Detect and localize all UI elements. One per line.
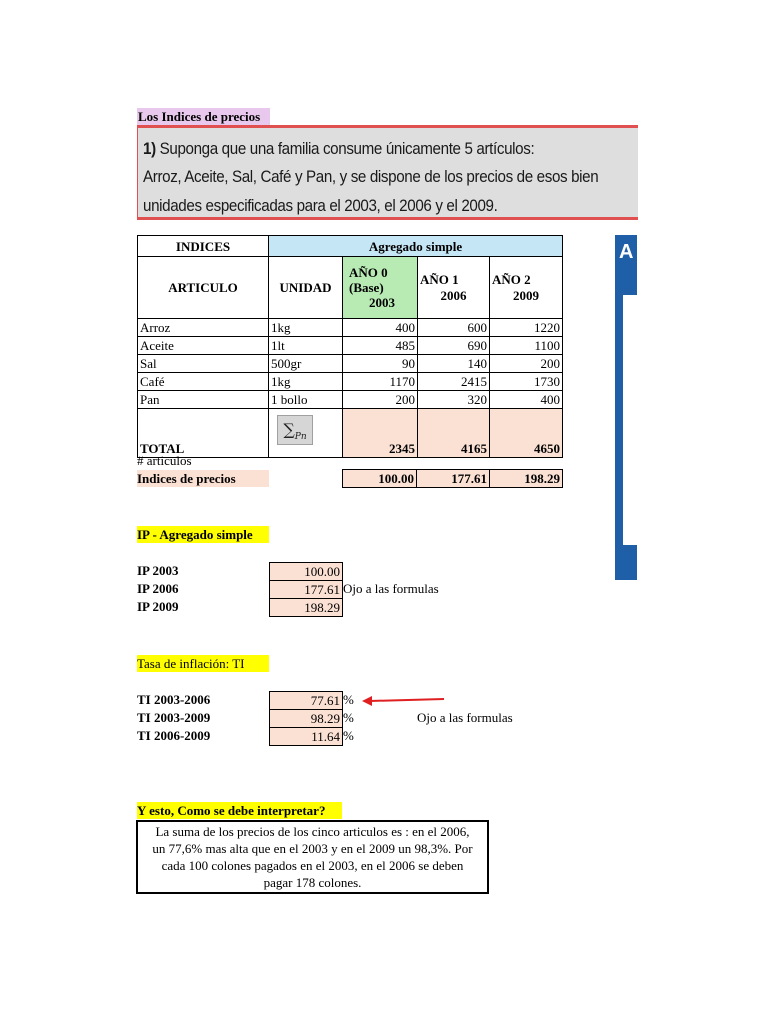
ti-value: 77.61 xyxy=(269,691,343,710)
price-cell: 485 xyxy=(343,337,418,355)
ti-label: TI 2003-2009 xyxy=(137,710,211,725)
price-cell: 600 xyxy=(418,319,490,337)
ip-note: Ojo a las formulas xyxy=(343,581,439,596)
price-cell: 90 xyxy=(343,355,418,373)
interpretation-box xyxy=(136,820,489,894)
price-cell: 1730 xyxy=(490,373,563,391)
articulo-cell: Pan xyxy=(138,391,269,409)
price-cell: 320 xyxy=(418,391,490,409)
ti-note: Ojo a las formulas xyxy=(417,710,513,725)
year1-header: AÑO 1 2006 xyxy=(418,257,490,319)
ip-value: 177.61 xyxy=(269,580,343,599)
index-cell: 198.29 xyxy=(489,469,563,488)
problem-statement xyxy=(137,125,638,220)
price-cell: 400 xyxy=(343,319,418,337)
unidad-cell: 1kg xyxy=(269,319,343,337)
price-cell: 200 xyxy=(343,391,418,409)
unidad-cell: 500gr xyxy=(269,355,343,373)
year0-header: AÑO 0 (Base) 2003 xyxy=(343,257,418,319)
indices-header: INDICES xyxy=(138,236,269,257)
ip-label: IP 2009 xyxy=(137,599,179,614)
price-cell: 1100 xyxy=(490,337,563,355)
total-row xyxy=(138,409,563,458)
table-row xyxy=(138,337,563,355)
ti-unit: % xyxy=(343,728,354,743)
ip-value: 198.29 xyxy=(269,598,343,617)
index-cell: 177.61 xyxy=(416,469,490,488)
ti-unit: % xyxy=(343,692,354,707)
interpret-line: pagar 178 colones. xyxy=(263,875,362,890)
ti-label: TI 2006-2009 xyxy=(137,728,211,743)
problem-line-1: 1) Suponga que una familia consume únicamente 5 artículos: xyxy=(143,140,535,158)
interpret-line: un 77,6% mas alta que en el 2003 y en el 2009 un 98,3%. Por xyxy=(152,841,473,856)
indices-precios-label: Indices de precios xyxy=(137,470,269,487)
ti-label: TI 2003-2006 xyxy=(137,692,211,707)
total-cell: 4650 xyxy=(490,409,563,458)
ti-value: 11.64 xyxy=(269,727,343,746)
ip-label: IP 2003 xyxy=(137,563,179,578)
ti-value: 98.29 xyxy=(269,709,343,728)
total-label: TOTAL xyxy=(138,409,269,458)
unidad-cell: 1kg xyxy=(269,373,343,391)
price-cell: 690 xyxy=(418,337,490,355)
interpret-heading: Y esto, Como se debe interpretar? xyxy=(137,802,342,819)
ip-label: IP 2006 xyxy=(137,581,179,596)
ti-heading: Tasa de inflación: TI xyxy=(137,655,269,672)
table-row xyxy=(138,373,563,391)
sum-formula-cell xyxy=(269,409,343,458)
table-row xyxy=(138,319,563,337)
ti-unit: % xyxy=(343,710,354,725)
total-cell: 2345 xyxy=(343,409,418,458)
page-title: Los Indices de precios xyxy=(137,108,270,125)
sigma-icon: $\sum_{Pn}$ xyxy=(277,415,313,445)
articulo-cell: Aceite xyxy=(138,337,269,355)
agregado-simple-header: Agregado simple xyxy=(269,236,563,257)
side-image: A xyxy=(615,235,637,580)
problem-line-3: unidades especificadas para el 2003, el 2006 y el 2009. xyxy=(143,197,498,215)
price-cell: 140 xyxy=(418,355,490,373)
unidad-header: UNIDAD xyxy=(269,257,343,319)
table-row xyxy=(138,355,563,373)
ip-value: 100.00 xyxy=(269,562,343,581)
price-cell: 1220 xyxy=(490,319,563,337)
price-cell: 2415 xyxy=(418,373,490,391)
prices-table xyxy=(137,235,563,458)
price-cell: 200 xyxy=(490,355,563,373)
total-cell: 4165 xyxy=(418,409,490,458)
interpret-line: cada 100 colones pagados en el 2003, en el 2006 se deben xyxy=(161,858,464,873)
unidad-cell: 1lt xyxy=(269,337,343,355)
problem-line-2: Arroz, Aceite, Sal, Café y Pan, y se dispone de los precios de esos bien xyxy=(143,168,599,186)
table-row xyxy=(138,391,563,409)
left-arrow-icon xyxy=(360,692,446,708)
articulo-cell: Sal xyxy=(138,355,269,373)
interpret-line: La suma de los precios de los cinco articulos es : en el 2006, xyxy=(155,824,470,839)
articulo-cell: Café xyxy=(138,373,269,391)
articulo-cell: Arroz xyxy=(138,319,269,337)
unidad-cell: 1 bollo xyxy=(269,391,343,409)
ip-heading: IP - Agregado simple xyxy=(137,526,269,543)
year2-header: AÑO 2 2009 xyxy=(490,257,563,319)
index-cell: 100.00 xyxy=(342,469,417,488)
articulo-header: ARTICULO xyxy=(138,257,269,319)
articulos-label: # articulos xyxy=(137,453,192,468)
price-cell: 400 xyxy=(490,391,563,409)
price-cell: 1170 xyxy=(343,373,418,391)
